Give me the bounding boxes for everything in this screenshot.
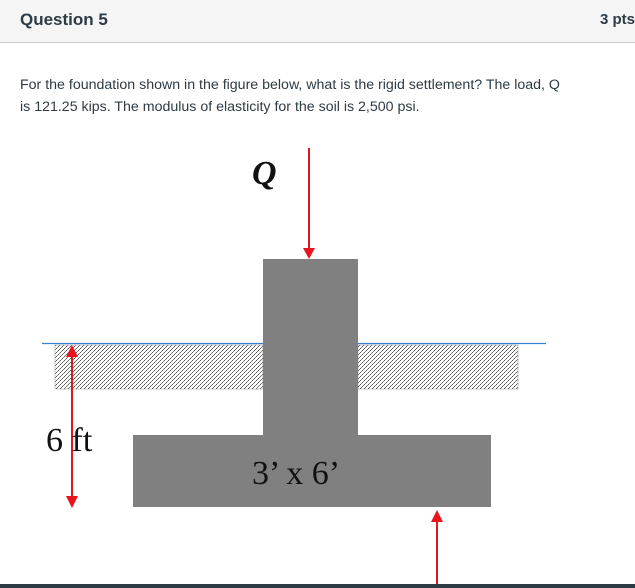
reaction-arrow-head (431, 510, 443, 522)
question-points: 3 pts (600, 11, 635, 28)
soil-left (55, 345, 263, 389)
question-text-line-2: is 121.25 kips. The modulus of elasticity for the soil is 2,500 psi. (20, 99, 420, 115)
column (263, 259, 358, 437)
question-title: Question 5 (20, 10, 108, 29)
load-label: Q (252, 155, 277, 192)
depth-label: 6 ft (46, 422, 93, 459)
load-arrow-head (303, 248, 315, 259)
depth-arrow-bottom (66, 496, 78, 508)
question-text-line-1: For the foundation shown in the figure below, what is the rigid settlement? The load, Q (20, 77, 560, 93)
soil-right (358, 345, 518, 389)
bottom-divider (0, 584, 635, 588)
footing-label: 3’ x 6’ (252, 455, 341, 492)
